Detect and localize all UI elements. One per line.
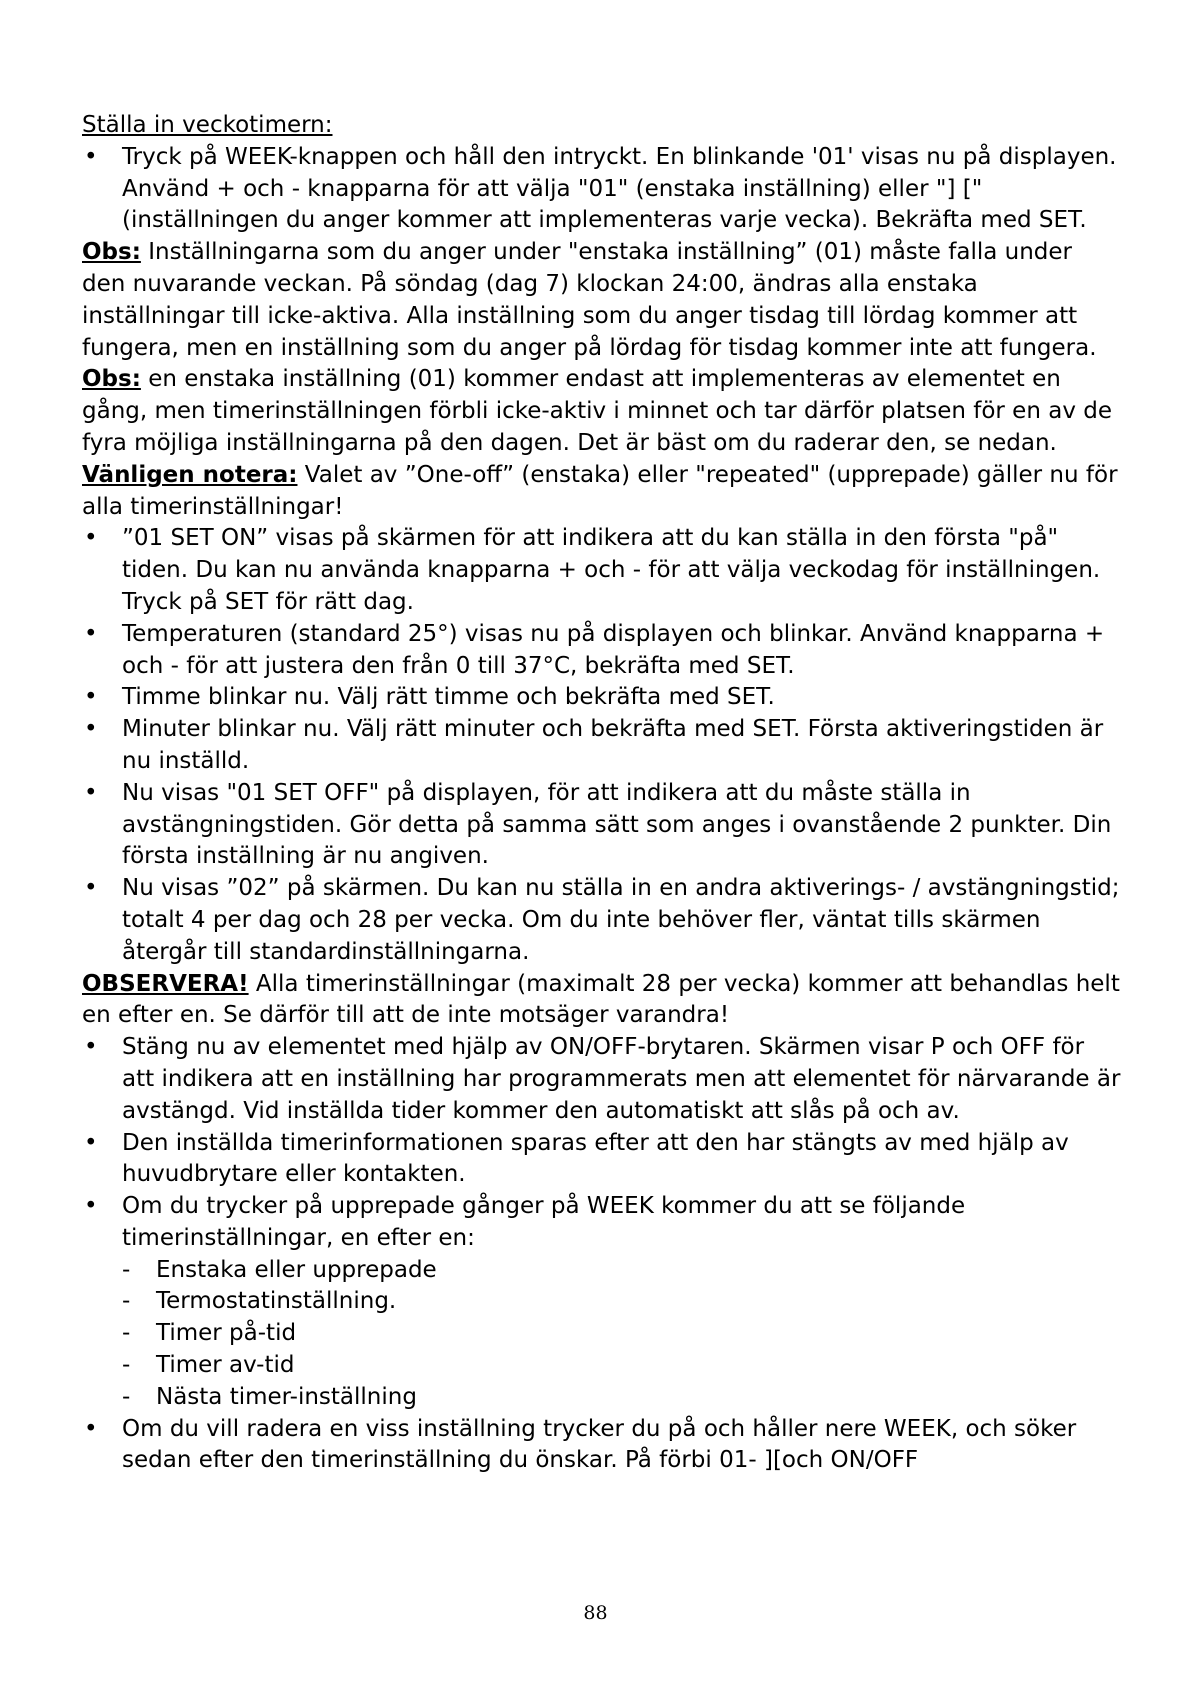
dash-mark: -	[122, 1256, 131, 1283]
manual-page-content	[82, 110, 1122, 1477]
bullet-item	[82, 523, 1122, 618]
bullet-text: Stäng nu av elementet med hjälp av ON/OFF-brytaren. Skärmen visar P och OFF för att indikera att en inställning har programmerats men att elementet för närvarande är avstängd. Vid inställda tider kommer den automatiskt att slås på och av.	[122, 1034, 1121, 1124]
bullet-item	[82, 619, 1122, 683]
dash-text: Enstaka eller upprepade	[156, 1256, 437, 1283]
bullet-mark: •	[84, 1034, 98, 1061]
page-number: 88	[583, 1602, 608, 1624]
bullet-mark: •	[84, 779, 98, 806]
bullet-item	[82, 682, 1122, 714]
warning-paragraph	[82, 969, 1122, 1033]
bullet-mark: •	[84, 716, 98, 743]
bullet-text: Timme blinkar nu. Välj rätt timme och bekräfta med SET.	[122, 684, 775, 711]
note-label: Obs:	[82, 239, 141, 266]
bullet-item	[82, 873, 1122, 968]
dash-text: Timer på-tid	[156, 1320, 297, 1347]
bullet-text: Minuter blinkar nu. Välj rätt minuter och bekräfta med SET. Första aktiveringstiden är nu inställd.	[122, 716, 1104, 774]
bullet-item	[82, 1414, 1122, 1478]
bullet-mark: •	[84, 143, 98, 170]
note-paragraph	[82, 237, 1122, 364]
dash-item	[82, 1286, 1122, 1318]
bullet-text: Nu visas "01 SET OFF" på displayen, för att indikera att du måste ställa in avstängningstiden. Gör detta på samma sätt som anges i ovanstående 2 punkter. Din första inställning är nu angiven.	[122, 779, 1112, 870]
warning-text: Alla timerinställningar (maximalt 28 per vecka) kommer att behandlas helt en efter en. Se därför till att de inte motsäger varandra!	[82, 970, 1120, 1029]
note-paragraph	[82, 460, 1122, 524]
bullet-item	[82, 1032, 1122, 1127]
dash-mark: -	[122, 1352, 131, 1379]
dash-text: Nästa timer-inställning	[156, 1383, 417, 1410]
bullet-text: Den inställda timerinformationen sparas efter att den har stängts av med hjälp av huvudbrytare eller kontakten.	[122, 1129, 1069, 1188]
warning-label: OBSERVERA!	[82, 970, 249, 997]
dash-mark: -	[122, 1288, 131, 1315]
bullet-mark: •	[84, 525, 98, 552]
bullet-item	[82, 1128, 1122, 1192]
section-heading: Ställa in veckotimern:	[82, 112, 333, 138]
dash-text: Termostatinställning.	[156, 1288, 397, 1315]
bullet-mark: •	[84, 1193, 98, 1220]
note-label: Vänligen notera:	[82, 461, 298, 488]
dash-item	[82, 1255, 1122, 1287]
dash-mark: -	[122, 1320, 131, 1347]
note-text: Inställningarna som du anger under "enstaka inställning” (01) måste falla under den nuvarande veckan. På söndag (dag 7) klockan 24:00, ändras alla enstaka inställningar till icke-aktiva. Alla inställning som du anger tisdag till lördag kommer att fungera, men en inställning som du anger på lördag för tisdag kommer inte att fungera.	[82, 239, 1097, 361]
dash-item	[82, 1350, 1122, 1382]
dash-mark: -	[122, 1383, 131, 1410]
bullet-item	[82, 714, 1122, 778]
note-text: en enstaka inställning (01) kommer endast att implementeras av elementet en gång, men timerinställningen förbli icke-aktiv i minnet och tar därför platsen för en av de fyra möjliga inställningarna på den dagen. Det är bäst om du raderar den, se nedan.	[82, 366, 1112, 456]
bullet-item	[82, 142, 1122, 237]
bullet-mark: •	[84, 620, 98, 647]
dash-item	[82, 1382, 1122, 1414]
bullet-mark: •	[84, 684, 98, 711]
bullet-text: Om du trycker på upprepade gånger på WEEK kommer du att se följande timerinställningar, en efter en:	[122, 1193, 966, 1251]
bullet-text: Tryck på WEEK-knappen och håll den intryckt. En blinkande '01' visas nu på displayen. Använd + och - knapparna för att välja "01" (enstaka inställning) eller "] [" (inställningen du anger kommer att implementeras varje vecka). Bekräfta med SET.	[122, 143, 1117, 234]
bullet-mark: •	[84, 1415, 98, 1442]
dash-text: Timer av-tid	[156, 1352, 295, 1379]
bullet-item	[82, 778, 1122, 873]
dash-item	[82, 1318, 1122, 1350]
bullet-item	[82, 1191, 1122, 1255]
bullet-mark: •	[84, 1129, 98, 1156]
bullet-text: Nu visas ”02” på skärmen. Du kan nu ställa in en andra aktiverings- / avstängningstid; totalt 4 per dag och 28 per vecka. Om du inte behöver fler, väntat tills skärmen återgår till standardinställningarna.	[122, 875, 1120, 965]
note-text: Valet av ”One-off” (enstaka) eller "repeated" (upprepade) gäller nu för alla timerinställningar!	[82, 461, 1118, 520]
bullet-text: Temperaturen (standard 25°) visas nu på displayen och blinkar. Använd knapparna + och - för att justera den från 0 till 37°C, bekräfta med SET.	[122, 620, 1105, 679]
bullet-text: Om du vill radera en viss inställning trycker du på och håller nere WEEK, och söker sedan efter den timerinställning du önskar. På förbi 01- ][och ON/OFF	[122, 1415, 1077, 1474]
bullet-text: ”01 SET ON” visas på skärmen för att indikera att du kan ställa in den första "på" tiden. Du kan nu använda knapparna + och - för att välja veckodag för inställningen. Tryck på SET för rätt dag.	[122, 525, 1101, 615]
note-label: Obs:	[82, 366, 141, 393]
note-paragraph	[82, 364, 1122, 459]
bullet-mark: •	[84, 875, 98, 902]
